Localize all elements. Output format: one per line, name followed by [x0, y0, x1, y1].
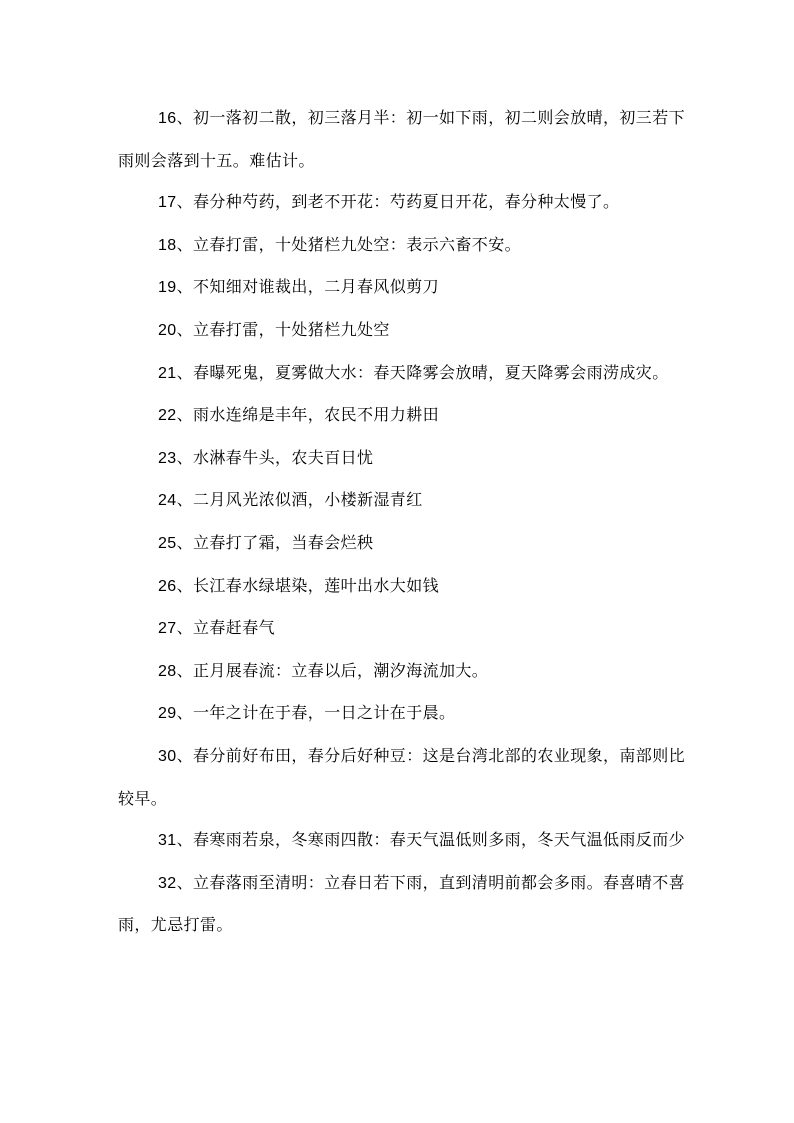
document-body: [118, 97, 690, 946]
item-text: 、春分前好布田，春分后好种豆：这是台湾北部的农业现象，南部则比较早。: [118, 745, 686, 808]
item-number: 31: [158, 832, 177, 850]
proverb-paragraph: [118, 224, 690, 267]
item-text: 、春分种芍药，到老不开花：芍药夏日开花，春分种太慢了。: [176, 192, 620, 212]
item-number: 19: [158, 279, 177, 297]
item-text: 、一年之计在于春，一日之计在于晨。: [176, 703, 456, 723]
proverb-paragraph: [118, 437, 690, 480]
proverb-paragraph: [118, 97, 690, 181]
item-number: 29: [158, 705, 177, 723]
proverb-paragraph: [118, 819, 690, 862]
item-text: 、初一落初二散，初三落月半：初一如下雨，初二则会放晴，初三若下雨则会落到十五。难估计。: [118, 108, 686, 170]
item-number: 26: [158, 577, 177, 595]
item-text: 、立春赶春气: [176, 618, 276, 638]
item-text: 、立春打了霜，当春会烂秧: [176, 532, 374, 552]
item-number: 28: [158, 662, 177, 680]
proverb-paragraph: [118, 352, 690, 395]
item-number: 32: [158, 874, 177, 892]
item-text: 、雨水连绵是丰年，农民不用力耕田: [176, 405, 440, 425]
proverb-paragraph: [118, 565, 690, 608]
item-number: 30: [158, 747, 177, 765]
item-text: 、长江春水绿堪染，莲叶出水大如钱: [176, 575, 440, 595]
item-number: 23: [158, 449, 177, 467]
proverb-paragraph: [118, 735, 690, 819]
proverb-paragraph: [118, 692, 690, 735]
item-text: 、二月风光浓似酒，小楼新湿青红: [176, 490, 423, 510]
proverb-paragraph: [118, 266, 690, 309]
item-text: 、立春打雷，十处猪栏九处空: [176, 319, 390, 339]
item-number: 24: [158, 492, 177, 510]
item-number: 16: [158, 110, 177, 127]
proverb-paragraph: [118, 479, 690, 522]
item-text: 、春寒雨若泉，冬寒雨四散：春天气温低则多雨，冬天气温低雨反而少: [176, 830, 686, 850]
proverb-paragraph: [118, 522, 690, 565]
proverb-paragraph: [118, 309, 690, 352]
item-number: 27: [158, 620, 177, 638]
proverb-paragraph: [118, 862, 690, 946]
item-number: 22: [158, 407, 177, 425]
item-number: 20: [158, 321, 177, 339]
item-number: 25: [158, 534, 177, 552]
item-text: 、不知细对谁裁出，二月春风似剪刀: [176, 277, 440, 297]
proverb-paragraph: [118, 650, 690, 693]
item-text: 、春曝死鬼，夏雾做大水：春天降雾会放晴，夏天降雾会雨涝成灾。: [176, 362, 669, 382]
item-number: 17: [158, 194, 177, 212]
item-text: 、正月展春流：立春以后，潮汐海流加大。: [176, 660, 489, 680]
proverb-paragraph: [118, 607, 690, 650]
item-text: 、立春打雷，十处猪栏九处空：表示六畜不安。: [176, 234, 522, 254]
item-text: 、水淋春牛头，农夫百日忧: [176, 447, 374, 467]
item-number: 18: [158, 236, 177, 254]
proverb-paragraph: [118, 394, 690, 437]
item-number: 21: [158, 364, 177, 382]
item-text: 、立春落雨至清明：立春日若下雨，直到清明前都会多雨。春喜晴不喜雨，尤忌打雷。: [118, 872, 686, 935]
proverb-paragraph: [118, 181, 690, 224]
